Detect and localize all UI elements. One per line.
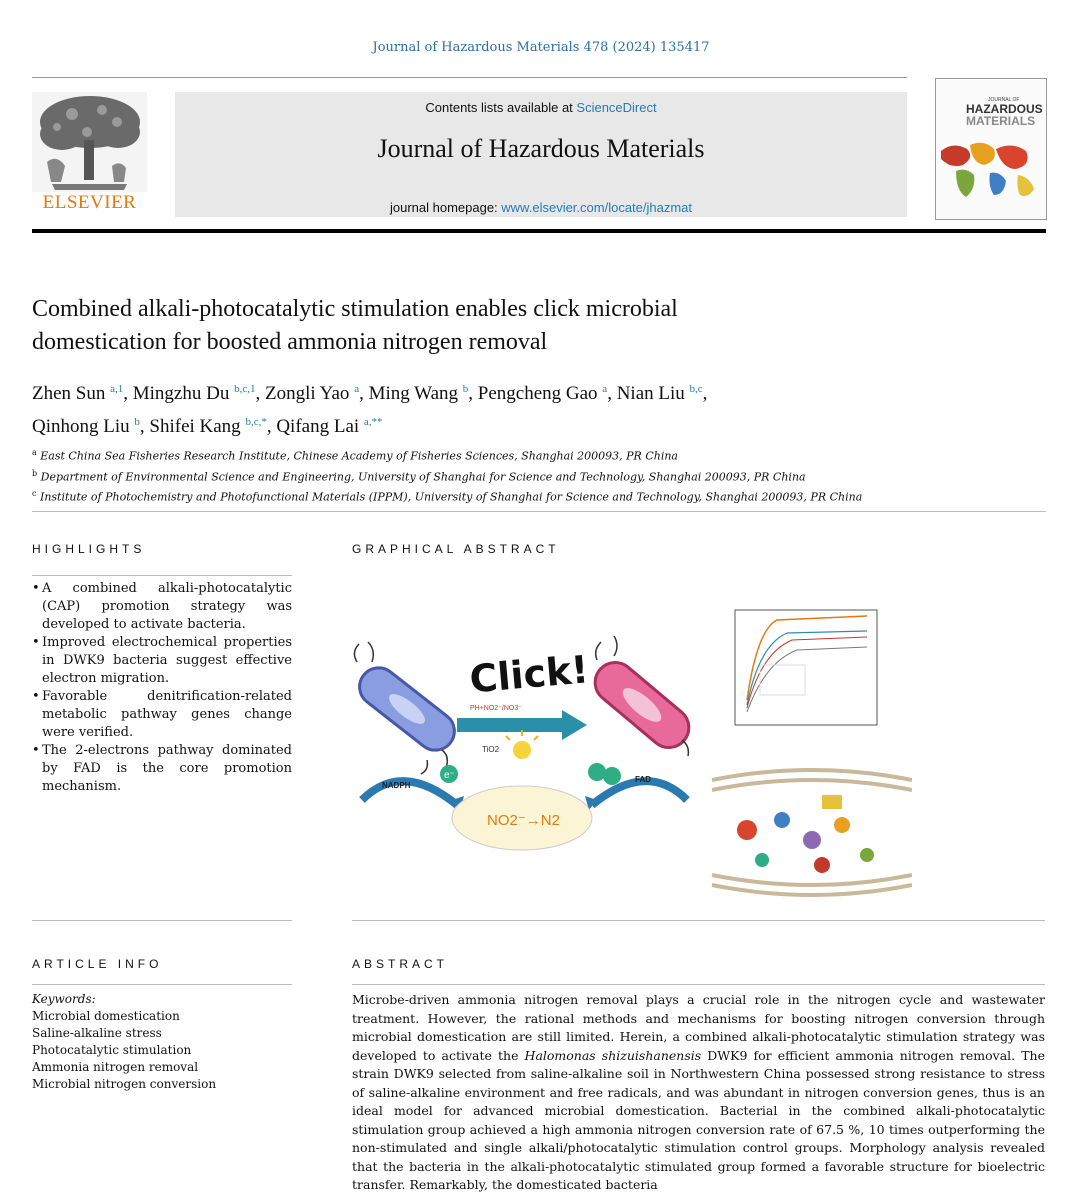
nadph-label: NADPH xyxy=(382,781,411,790)
homepage-line xyxy=(175,200,907,215)
catalyst-label: TiO2 xyxy=(482,745,500,754)
highlights-box xyxy=(32,575,292,796)
contents-prefix: Contents lists available at xyxy=(425,100,577,115)
author-5[interactable]: Pengcheng Gao $^a$, xyxy=(477,383,617,404)
journal-cover-thumbnail[interactable] xyxy=(935,78,1047,220)
contents-line xyxy=(175,100,907,115)
abstract-body xyxy=(352,984,1045,1195)
graphical-abstract-figure[interactable] xyxy=(352,590,912,910)
reaction-label: NO2⁻→N2 xyxy=(487,812,560,829)
keyword-item[interactable]: Saline-alkaline stress xyxy=(32,1026,162,1040)
author-6[interactable]: Nian Liu $^{b,c}$, xyxy=(616,383,708,404)
inset-line-chart xyxy=(735,610,877,725)
fad-curve-arrow-icon xyxy=(592,781,687,805)
author-4[interactable]: Ming Wang $^b$, xyxy=(368,383,478,404)
keyword-item[interactable]: Microbial nitrogen conversion xyxy=(32,1077,217,1091)
fad-label: FAD xyxy=(635,775,651,784)
graphical-abstract-heading: GRAPHICAL ABSTRACT xyxy=(352,542,560,556)
abstract-species-name: Halomonas shizuishanensis xyxy=(524,1047,702,1063)
elsevier-wordmark: ELSEVIER xyxy=(42,192,137,213)
electron-icon xyxy=(603,767,621,785)
author-2[interactable]: Mingzhu Du $^{b,c,1}$, xyxy=(132,383,265,404)
author-3[interactable]: Zongli Yao $^a$, xyxy=(264,383,369,404)
blue-bacterium-icon xyxy=(352,642,462,774)
author-7[interactable]: Qinhong Liu $^b$, xyxy=(32,416,150,437)
affiliation-b: $^b$ Department of Environmental Science and Engineering, University of Shanghai for Science and Technology, Shanghai 200093, PR China xyxy=(32,468,806,484)
keyword-item[interactable]: Microbial domestication xyxy=(32,1009,180,1023)
elsevier-tree-icon xyxy=(32,92,147,192)
keywords-box xyxy=(32,984,292,1093)
article-info-heading: ARTICLE INFO xyxy=(32,957,163,971)
homepage-prefix: journal homepage: xyxy=(389,200,502,215)
highlight-item: • Improved electrochemical properties in DWK9 bacteria suggest effective electron migration. xyxy=(42,634,292,688)
header-rule xyxy=(32,77,907,78)
svg-text:e⁻: e⁻ xyxy=(444,770,455,781)
highlight-item: • Favorable denitrification-related metabolic pathway genes change were verified. xyxy=(42,688,292,742)
highlight-item: • The 2-electrons pathway dominated by FAD is the core promotion mechanism. xyxy=(42,742,292,796)
author-list xyxy=(32,375,1046,441)
membrane-pathway-diagram xyxy=(707,750,912,900)
elsevier-logo[interactable] xyxy=(32,92,147,222)
affiliation-list xyxy=(32,444,1046,506)
masthead-rule xyxy=(32,229,1046,233)
pink-bacterium-icon xyxy=(587,636,697,756)
author-8[interactable]: Shifei Kang $^{b,c,*}$, xyxy=(149,416,277,437)
cover-title-line1: JOURNAL OF xyxy=(988,97,1020,103)
arrow-label: PH+NO2⁻/NO3⁻ xyxy=(470,705,522,712)
abstract-text-part1: Microbe-driven ammonia nitrogen removal plays a crucial role in the nitrogen cycle and wastewater treatment. However, the rational methods and mechanisms for boosting nitrogen conversion through microbial domestication are still limited. Herein, a combined alkali-photocatalytic stimulation strategy was developed to activate the xyxy=(352,992,1045,1063)
right-column-rule xyxy=(352,920,1045,921)
click-label: Click! xyxy=(467,647,591,702)
article-title-line1: Combined alkali-photocatalytic stimulation enables click microbial xyxy=(32,296,678,322)
article-title-line2: domestication for boosted ammonia nitrogen removal xyxy=(32,329,548,355)
keyword-item[interactable]: Photocatalytic stimulation xyxy=(32,1043,192,1057)
journal-homepage-link[interactable]: www.elsevier.com/locate/jhazmat xyxy=(501,200,693,215)
author-9[interactable]: Qifang Lai $^{a,**}$ xyxy=(276,416,383,437)
cover-title-line2: HAZARDOUS xyxy=(966,102,1043,116)
keyword-item[interactable]: Ammonia nitrogen removal xyxy=(32,1060,199,1074)
highlights-heading: HIGHLIGHTS xyxy=(32,542,146,556)
author-1[interactable]: Zhen Sun $^{a,1}$, xyxy=(32,383,133,404)
cover-title-line3: MATERIALS xyxy=(966,114,1036,128)
keywords-label: Keywords: xyxy=(32,992,96,1006)
highlight-item: • A combined alkali-photocatalytic (CAP) promotion strategy was developed to activate bacteria. xyxy=(42,580,292,634)
journal-citation[interactable]: Journal of Hazardous Materials 478 (2024) 135417 xyxy=(372,40,710,55)
article-title xyxy=(32,293,1032,359)
journal-masthead xyxy=(175,92,907,217)
left-column-rule xyxy=(32,920,292,921)
abstract-text-part2: DWK9 for efficient ammonia nitrogen removal. The strain DWK9 selected from saline-alkaline soil in Northwestern China possessed strong resistance to stress of saline-alkaline environment and free radicals, and was abundant in nitrogen conversion genes, thus is an ideal model for advanced microbial domestication. Bacterial in the combined alkali-photocatalytic stimulation group achieved a high ammonia nitrogen conversion rate of 67.5 %, 10 times outperforming the non-stimulated and single alkali/photocatalytic stimulation control groups. Morphology analysis revealed that the bacteria in the alkali-photocatalytic stimulated group formed a favorable structure for bioelectric transfer. Remarkably, the domesticated bacteria xyxy=(352,1047,1045,1192)
sciencedirect-link[interactable]: ScienceDirect xyxy=(576,100,657,115)
abstract-heading: ABSTRACT xyxy=(352,957,449,971)
affiliation-rule xyxy=(32,511,1046,512)
cover-art-icon xyxy=(936,79,1046,219)
affiliation-a: $^a$ East China Sea Fisheries Research Institute, Chinese Academy of Fisheries Sciences, Shanghai 200093, PR China xyxy=(32,448,678,463)
journal-title: Journal of Hazardous Materials xyxy=(377,134,705,163)
affiliation-c: $^c$ Institute of Photochemistry and Photofunctional Materials (IPPM), University of Shanghai for Science and Technology, Shanghai 200093, PR China xyxy=(32,489,863,504)
light-bulb-icon xyxy=(506,730,538,759)
